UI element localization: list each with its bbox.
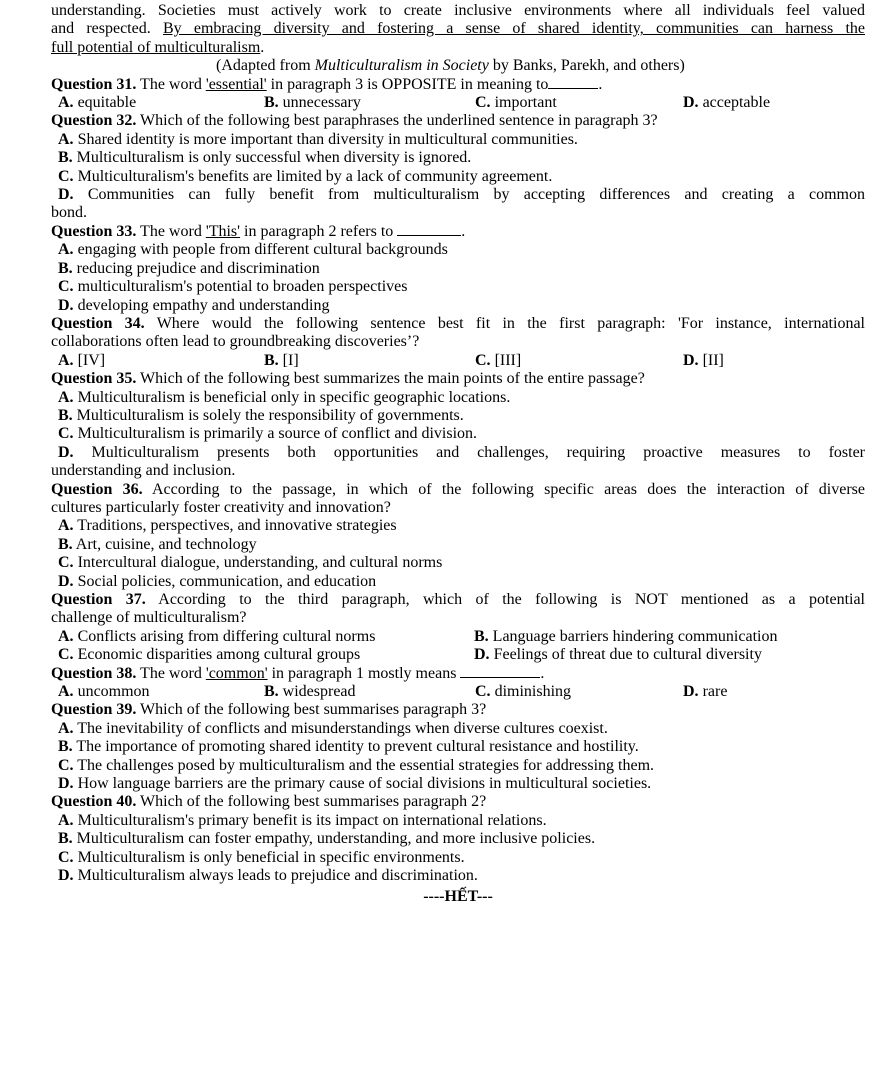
question-stem xyxy=(51,481,865,499)
question-31 xyxy=(51,76,865,113)
question-40 xyxy=(51,793,865,885)
source-prefix: (Adapted from xyxy=(216,57,315,75)
option-a[interactable]: A. Multiculturalism is beneficial only in specific geographic locations. xyxy=(58,388,511,406)
question-35 xyxy=(51,370,865,480)
passage-end xyxy=(51,0,865,76)
answer-blank xyxy=(397,223,461,236)
stem-text: in paragraph 3 is OPPOSITE in meaning to xyxy=(266,75,549,93)
period: . xyxy=(461,222,466,240)
answer-blank xyxy=(548,76,598,89)
option-c[interactable]: C. Multiculturalism is only beneficial in specific environments. xyxy=(58,848,465,866)
option-b[interactable]: B. Language barriers hindering communication xyxy=(474,627,778,645)
question-label: Question 33. xyxy=(51,222,137,240)
stem-text: The word xyxy=(136,664,206,682)
question-label: Question 38. xyxy=(51,664,137,682)
period: . xyxy=(540,664,545,682)
option-d[interactable]: D. Multiculturalism presents both opportunities and challenges, requiring proactive measures to foster xyxy=(58,443,865,461)
stem-text: in paragraph 1 mostly means xyxy=(267,664,461,682)
question-stem xyxy=(51,591,865,609)
passage-line: understanding. Societies must actively work to create inclusive environments where all individuals feel valued xyxy=(51,2,865,19)
option-a[interactable]: A. equitable xyxy=(58,94,137,112)
option-b[interactable]: B. Multiculturalism is only successful when diversity is ignored. xyxy=(58,149,472,167)
stem-text: Which of the following best paraphrases the underlined sentence in paragraph 3? xyxy=(136,112,658,130)
end-of-exam-mark: ----HẾT--- xyxy=(423,887,493,905)
options-row xyxy=(51,628,865,646)
question-label: Question 36. xyxy=(51,480,143,498)
option-d[interactable]: D. Communities can fully benefit from multiculturalism by accepting differences and creating a common xyxy=(58,186,865,204)
answer-blank xyxy=(460,665,540,678)
exam-page xyxy=(51,0,865,906)
period: . xyxy=(598,75,603,93)
option-b[interactable]: B. The importance of promoting shared identity to prevent cultural resistance and hostility. xyxy=(58,738,639,756)
question-33 xyxy=(51,223,865,315)
option-c[interactable]: C. Intercultural dialogue, understanding, and cultural norms xyxy=(58,554,443,572)
option-c[interactable]: C. The challenges posed by multiculturalism and the essential strategies for addressing them. xyxy=(58,756,655,774)
question-stem xyxy=(51,223,865,241)
question-label: Question 32. xyxy=(51,112,137,130)
underlined-sentence: full potential of multiculturalism xyxy=(51,38,261,56)
target-word: 'common' xyxy=(205,664,268,682)
period: . xyxy=(260,38,265,56)
option-c[interactable]: C. diminishing xyxy=(475,683,572,701)
question-label: Question 34. xyxy=(51,314,145,332)
stem-text: According to the third paragraph, which of the following is NOT mentioned as a potential xyxy=(145,591,866,608)
stem-text: Which of the following best summarizes the main points of the entire passage? xyxy=(136,370,645,388)
underlined-sentence: By embracing diversity and fostering a sense of shared identity, communities can harness the xyxy=(162,20,865,38)
stem-text: The word xyxy=(136,75,206,93)
option-a[interactable]: A. Multiculturalism's primary benefit is its impact on international relations. xyxy=(58,811,547,829)
option-c[interactable]: C. Multiculturalism is primarily a source of conflict and division. xyxy=(58,425,478,443)
option-a[interactable]: A. uncommon xyxy=(58,683,150,701)
option-d[interactable]: D. acceptable xyxy=(683,94,771,112)
option-c[interactable]: C. [III] xyxy=(475,351,522,369)
question-stem-continued: collaborations often lead to groundbreaking discoveries’? xyxy=(51,333,420,351)
stem-text: in paragraph 2 refers to xyxy=(240,222,398,240)
options-row xyxy=(51,646,865,664)
question-stem xyxy=(51,370,865,388)
question-stem xyxy=(51,793,865,811)
option-a[interactable]: A. Traditions, perspectives, and innovative strategies xyxy=(58,517,397,535)
question-stem xyxy=(51,701,865,719)
option-a[interactable]: A. [IV] xyxy=(58,351,106,369)
question-34 xyxy=(51,315,865,370)
source-citation xyxy=(51,57,865,75)
option-d[interactable]: D. Multiculturalism always leads to prejudice and discrimination. xyxy=(58,867,478,885)
question-stem-continued: cultures particularly foster creativity and innovation? xyxy=(51,498,391,516)
option-d[interactable]: D. How language barriers are the primary cause of social divisions in multicultural societies. xyxy=(58,775,652,793)
option-b[interactable]: B. [I] xyxy=(264,351,299,369)
option-b[interactable]: B. reducing prejudice and discrimination xyxy=(58,259,320,277)
option-d[interactable]: D. developing empathy and understanding xyxy=(58,296,330,314)
option-a[interactable]: A. The inevitability of conflicts and misunderstandings when diverse cultures coexist. xyxy=(58,719,608,737)
options-row xyxy=(51,683,865,701)
stem-text: Which of the following best summarises paragraph 3? xyxy=(136,701,487,719)
question-label: Question 35. xyxy=(51,370,137,388)
stem-text: Where would the following sentence best fit in the first paragraph: 'For instance, international xyxy=(144,314,865,332)
options-row xyxy=(51,94,865,112)
question-label: Question 31. xyxy=(51,75,137,93)
option-d[interactable]: D. rare xyxy=(683,683,728,701)
question-37 xyxy=(51,591,865,665)
question-stem xyxy=(51,112,865,130)
option-c[interactable]: C. Economic disparities among cultural groups xyxy=(58,646,361,664)
stem-text: Which of the following best summarises paragraph 2? xyxy=(136,793,487,811)
option-b[interactable]: B. Multiculturalism is solely the responsibility of governments. xyxy=(58,406,464,424)
question-stem xyxy=(51,76,865,94)
option-c[interactable]: C. Multiculturalism's benefits are limited by a lack of community agreement. xyxy=(58,167,553,185)
source-suffix: by Banks, Parekh, and others) xyxy=(488,57,685,75)
option-b[interactable]: B. Multiculturalism can foster empathy, understanding, and more inclusive policies. xyxy=(58,830,596,848)
question-stem-continued: challenge of multiculturalism? xyxy=(51,609,247,627)
target-word: 'This' xyxy=(205,222,241,240)
option-d[interactable]: D. Social policies, communication, and education xyxy=(58,572,377,590)
options-row xyxy=(51,352,865,370)
option-b[interactable]: B. unnecessary xyxy=(264,94,361,112)
question-label: Question 37. xyxy=(51,591,146,608)
question-label: Question 39. xyxy=(51,701,137,719)
stem-text: According to the passage, in which of the following specific areas does the interaction of diverse xyxy=(142,480,866,498)
option-b[interactable]: B. widespread xyxy=(264,683,356,701)
option-c[interactable]: C. important xyxy=(475,94,557,112)
option-d[interactable]: D. [II] xyxy=(683,351,724,369)
question-32 xyxy=(51,112,865,222)
source-title: Multiculturalism in Society xyxy=(314,57,489,75)
question-stem xyxy=(51,315,865,333)
question-36 xyxy=(51,481,865,591)
option-d-continued: understanding and inclusion. xyxy=(51,462,236,480)
option-a[interactable]: A. Shared identity is more important than diversity in multicultural communities. xyxy=(58,130,578,148)
passage-line xyxy=(51,39,865,57)
question-label: Question 40. xyxy=(51,793,137,811)
option-a[interactable]: A. Conflicts arising from differing cultural norms xyxy=(58,627,376,645)
option-d[interactable]: D. Feelings of threat due to cultural diversity xyxy=(474,646,762,664)
option-c[interactable]: C. multiculturalism's potential to broaden perspectives xyxy=(58,278,408,296)
question-stem xyxy=(51,665,865,683)
option-d-continued: bond. xyxy=(51,204,87,222)
question-38 xyxy=(51,665,865,702)
option-b[interactable]: B. Art, cuisine, and technology xyxy=(58,535,257,553)
passage-line xyxy=(51,20,865,38)
option-a[interactable]: A. engaging with people from different cultural backgrounds xyxy=(58,241,448,259)
stem-text: The word xyxy=(136,222,206,240)
target-word: 'essential' xyxy=(205,75,267,93)
question-39 xyxy=(51,701,865,793)
passage-text: and respected. xyxy=(51,20,163,38)
